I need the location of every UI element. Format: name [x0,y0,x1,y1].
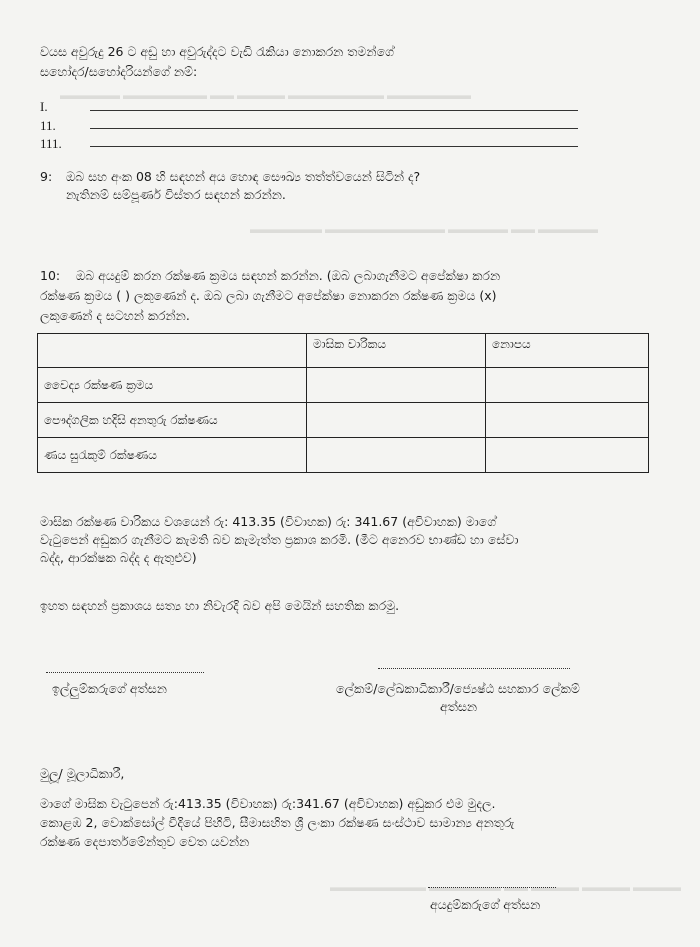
consent-line2: වැටුපෙන් අඩුකර ගැනීමට කැමති බව කැමැත්ත ප්‍රකාශ කරමි. (මීට අනෙරව භාණ්ඩ හා සේවා [40,532,519,547]
q9-line1: ඔබ සහ අංක 08 හි සඳහන් අය හොඳ සෞඛ්‍ය තත්ත්වයෙන් සිටින් ද? [66,169,421,184]
row-label-accident: පෞද්ගලික හදිසි අනතුරු රක්ෂණය [38,403,307,438]
secretary-signature-line[interactable] [378,668,570,669]
deduction-line1: මාගේ මාසික වැටුපෙන් රු:413.35 (විවාහක) රු:341.67 (අවිවාහක) අඩුකර එම මුදල. [40,796,496,811]
q10-line2: රක්ෂණ ක්‍රමය ( ) ලකුණෙන් ද. ඔබ ලබා ගැනීමට අපේක්ෂා නොකරන රක්ෂණ ක්‍රමය (x) [40,288,497,303]
applicant-signature-label: ඉල්ලුම්කරුගේ අත්සන [52,681,167,696]
row-label-loan-protection: ණය සුරැකුම් රක්ෂණය [38,438,307,473]
sibling-name-line-2[interactable] [90,128,578,129]
q10-line3: ලකුණෙන් ද සටහන් කරන්න. [40,308,190,323]
bleed-through-text: ▬▬▬▬▬ ▬▬▬▬▬▬▬ ▬▬ ▬▬▬▬ ▬▬▬▬▬▬▬▬ ▬▬▬▬▬▬▬ [60,88,471,102]
cell-medical-other[interactable] [486,368,649,403]
roman-numeral-1: I. [40,99,48,114]
consent-line3: බද්ද, ආරක්ෂක බද්ද ද ඇතුළුව) [40,550,197,565]
chief-officer-heading: මුලූ/ මූලාධිකාරී, [40,766,125,781]
cell-accident-premium[interactable] [307,403,486,438]
row-label-medical: වෛද්‍ය රක්ෂණ ක්‍රමය [38,368,307,403]
applicant-signature-line[interactable] [46,672,204,673]
table-header-row [38,334,649,368]
table-header-blank [38,334,307,368]
q9-line2: නැතිනම් සම්පූර්ණ විස්තර සඳහන් කරන්න. [66,187,286,202]
deduction-line3: රක්ෂණ දෙපාර්තමේන්තුව වෙත යවන්න [40,834,250,849]
siblings-question-line1: වයස අවුරුදු 26 ට අඩු හා අවුරුද්දට වැඩි රැකියා නොකරන තමන්ගේ [40,44,395,59]
q10-line1: ඔබ අයදුම් කරන රක්ෂණ ක්‍රමය සඳහන් කරන්න. (ඔබ ලබාගැනීමට අපේක්ෂා කරන [76,268,501,283]
certification-statement: ඉහත සඳහන් ප්‍රකාශය සත්‍ය හා නිවැරදි බව අපි මෙයින් සහතික කරමු. [40,598,400,613]
cell-accident-other[interactable] [486,403,649,438]
secretary-signature-label-line1: ලේකම්/ලේඛකාධිකාරී/ජ්‍යෙෂ්ඨ සහකාර ලේකම් [336,681,580,696]
table-row [38,403,649,438]
table-header-monthly-premium: මාසික වාරිකය [307,334,486,368]
sibling-name-line-1[interactable] [90,110,578,111]
insurance-selection-table [37,333,649,473]
deduction-line2: කොළඹ 2, වොක්සෝල් වීදියේ පිහිටි, සීමාසහිත ශ්‍රී ලංකා රක්ෂණ සංස්ථාව සාමාන්‍ය අනතුරු [40,815,515,830]
consent-line1: මාසික රක්ෂණ වාරිකය වශයෙන් රු: 413.35 (විවාහක) රු: 341.67 (අවිවාහක) මාගේ [40,514,497,529]
table-row [38,368,649,403]
roman-numeral-3: 111. [40,136,62,151]
cell-loan-premium[interactable] [307,438,486,473]
sibling-name-line-3[interactable] [90,146,578,147]
cell-medical-premium[interactable] [307,368,486,403]
secretary-signature-label-line2: අත්සන [440,699,477,714]
table-header-other: නොපය [486,334,649,368]
siblings-question-line2: සහෝදර/සහෝදරියන්ගේ නම්: [40,64,198,79]
cell-loan-other[interactable] [486,438,649,473]
q9-number: 9: [40,169,53,184]
roman-numeral-2: 11. [40,118,56,133]
bleed-through-text: ▬▬▬▬▬▬ ▬▬▬▬▬▬▬▬▬▬ ▬▬▬▬▬ ▬▬ ▬▬▬▬▬ [250,222,598,236]
bleed-through-text: ▬▬▬▬▬▬▬▬ ▬▬▬▬▬▬ ▬▬ ▬▬▬▬ ▬▬▬▬ ▬▬▬▬ [330,880,681,894]
applicant-final-signature-line[interactable] [428,887,556,888]
applicant-final-signature-label: අයදුම්කරුගේ අත්සන [430,897,541,912]
q10-number: 10: [40,268,61,283]
table-row [38,438,649,473]
